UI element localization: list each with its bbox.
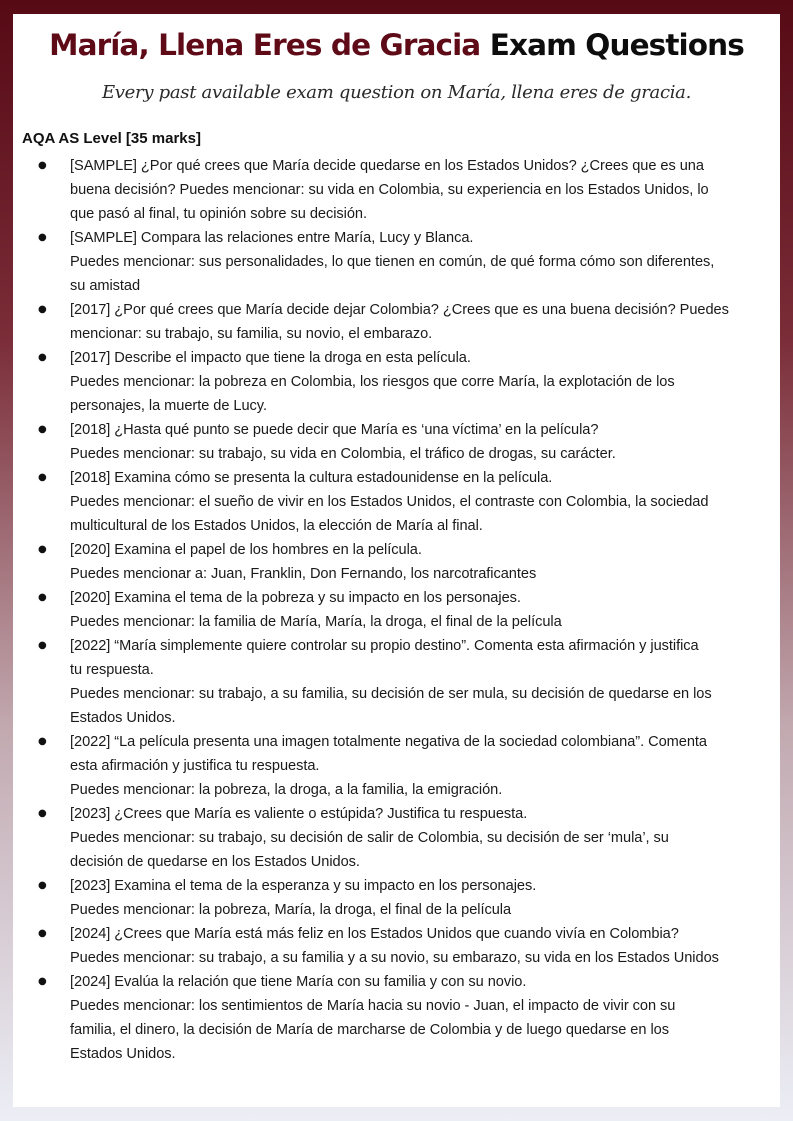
- question-text-line: Puedes mencionar: su trabajo, a su familia, su decisión de ser mula, su decisión de quedarse en los: [70, 686, 712, 702]
- question-text-line: [2022] “María simplemente quiere controlar su propio destino”. Comenta esta afirmación y justifica: [70, 638, 699, 654]
- question-item: [13, 730, 780, 802]
- question-text-line: personajes, la muerte de Lucy.: [70, 398, 267, 414]
- question-item: [13, 586, 780, 634]
- bullet-icon: ●: [38, 424, 47, 435]
- question-text-line: Puedes mencionar: la pobreza en Colombia, los riesgos que corre María, la explotación de los: [70, 374, 675, 390]
- question-text-line: [2018] Examina cómo se presenta la cultura estadounidense en la película.: [70, 470, 553, 486]
- question-item: [13, 298, 780, 346]
- question-text-line: [2024] Evalúa la relación que tiene María con su familia y con su novio.: [70, 974, 527, 990]
- question-text-line: Puedes mencionar: su trabajo, su vida en Colombia, el tráfico de drogas, su carácter.: [70, 446, 616, 462]
- question-item: [13, 346, 780, 418]
- bullet-icon: ●: [38, 736, 47, 747]
- question-text-line: buena decisión? Puedes mencionar: su vida en Colombia, su experiencia en los Estados Unidos, lo: [70, 182, 709, 198]
- bullet-icon: ●: [38, 976, 47, 987]
- question-item: [13, 154, 780, 226]
- question-text-line: Puedes mencionar: la familia de María, María, la droga, el final de la película: [70, 614, 562, 630]
- question-item: [13, 922, 780, 970]
- bullet-icon: ●: [38, 592, 47, 603]
- question-item: [13, 970, 780, 1066]
- title-rest: Exam Questions: [489, 28, 744, 62]
- page-subtitle: Every past available exam question on María, llena eres de gracia.: [101, 82, 692, 103]
- question-text-line: Puedes mencionar: sus personalidades, lo que tienen en común, de qué forma cómo son diferentes,: [70, 254, 715, 270]
- question-item: [13, 466, 780, 538]
- question-text-line: [2024] ¿Crees que María está más feliz en los Estados Unidos que cuando vivía en Colombia?: [70, 926, 679, 942]
- question-text-line: decisión de quedarse en los Estados Unidos.: [70, 854, 360, 870]
- document-page: [13, 14, 780, 1107]
- question-text-line: Puedes mencionar: su trabajo, su decisión de salir de Colombia, su decisión de ser ‘mula’, su: [70, 830, 669, 846]
- question-item: [13, 634, 780, 730]
- question-text-line: [2023] ¿Crees que María es valiente o estúpida? Justifica tu respuesta.: [70, 806, 528, 822]
- question-text-line: Puedes mencionar a: Juan, Franklin, Don Fernando, los narcotraficantes: [70, 566, 537, 582]
- bullet-icon: ●: [38, 880, 47, 891]
- bullet-icon: ●: [38, 544, 47, 555]
- question-text-line: su amistad: [70, 278, 141, 294]
- question-text-line: Puedes mencionar: la pobreza, la droga, a la familia, la emigración.: [70, 782, 503, 798]
- question-text-line: [2018] ¿Hasta qué punto se puede decir que María es ‘una víctima’ en la película?: [70, 422, 599, 438]
- bullet-icon: ●: [38, 352, 47, 363]
- question-text-line: multicultural de los Estados Unidos, la elección de María al final.: [70, 518, 483, 534]
- page-title: [13, 28, 780, 62]
- question-text-line: mencionar: su trabajo, su familia, su novio, el embarazo.: [70, 326, 433, 342]
- question-text-line: Estados Unidos.: [70, 1046, 176, 1062]
- question-text-line: que pasó al final, tu opinión sobre su decisión.: [70, 206, 367, 222]
- question-item: [13, 538, 780, 586]
- question-text-line: [2020] Examina el papel de los hombres en la película.: [70, 542, 422, 558]
- question-list: [13, 154, 780, 1066]
- question-item: [13, 802, 780, 874]
- bullet-icon: ●: [38, 808, 47, 819]
- question-text-line: esta afirmación y justifica tu respuesta.: [70, 758, 320, 774]
- question-text-line: Puedes mencionar: los sentimientos de María hacia su novio - Juan, el impacto de vivir con su: [70, 998, 676, 1014]
- bullet-icon: ●: [38, 472, 47, 483]
- question-text-line: [2017] Describe el impacto que tiene la droga en esta película.: [70, 350, 471, 366]
- question-item: [13, 226, 780, 298]
- question-text-line: Puedes mencionar: el sueño de vivir en los Estados Unidos, el contraste con Colombia, la sociedad: [70, 494, 709, 510]
- question-text-line: tu respuesta.: [70, 662, 154, 678]
- section-heading: AQA AS Level [35 marks]: [22, 130, 201, 147]
- bullet-icon: ●: [38, 640, 47, 651]
- question-item: [13, 874, 780, 922]
- title-accent: María, Llena Eres de Gracia: [49, 28, 481, 62]
- bullet-icon: ●: [38, 232, 47, 243]
- bullet-icon: ●: [38, 928, 47, 939]
- question-text-line: [SAMPLE] ¿Por qué crees que María decide quedarse en los Estados Unidos? ¿Crees que es una: [70, 158, 704, 174]
- question-text-line: [2022] “La película presenta una imagen totalmente negativa de la sociedad colombiana”. Comenta: [70, 734, 707, 750]
- question-item: [13, 418, 780, 466]
- question-text-line: [2020] Examina el tema de la pobreza y su impacto en los personajes.: [70, 590, 521, 606]
- question-text-line: familia, el dinero, la decisión de María de marcharse de Colombia y de luego quedarse en los: [70, 1022, 669, 1038]
- question-text-line: [2023] Examina el tema de la esperanza y su impacto en los personajes.: [70, 878, 537, 894]
- question-text-line: Estados Unidos.: [70, 710, 176, 726]
- question-text-line: Puedes mencionar: su trabajo, a su familia y a su novio, su embarazo, su vida en los Estados Unidos: [70, 950, 719, 966]
- bullet-icon: ●: [38, 160, 47, 171]
- question-text-line: [SAMPLE] Compara las relaciones entre María, Lucy y Blanca.: [70, 230, 474, 246]
- question-text-line: [2017] ¿Por qué crees que María decide dejar Colombia? ¿Crees que es una buena decisión? Puedes: [70, 302, 729, 318]
- question-text-line: Puedes mencionar: la pobreza, María, la droga, el final de la película: [70, 902, 512, 918]
- bullet-icon: ●: [38, 304, 47, 315]
